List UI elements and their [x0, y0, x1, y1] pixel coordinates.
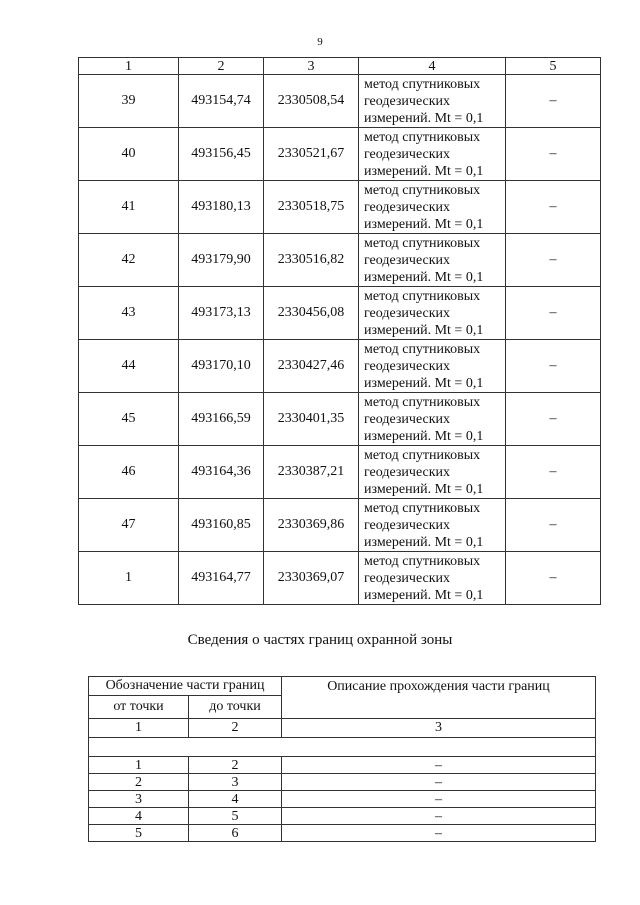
table-row	[89, 757, 596, 774]
from-point-header: от точки	[89, 696, 189, 719]
to-point: 5	[189, 808, 282, 825]
method-description	[359, 234, 506, 287]
point-number: 40	[79, 128, 179, 181]
y-coordinate: 2330516,82	[264, 234, 359, 287]
from-point: 1	[89, 757, 189, 774]
x-coordinate: 493180,13	[179, 181, 264, 234]
boundary-description: –	[282, 774, 596, 791]
column-number: 2	[189, 719, 282, 738]
y-coordinate: 2330518,75	[264, 181, 359, 234]
method-line: измерений. Mt = 0,1	[364, 534, 484, 550]
method-line: геодезических	[364, 146, 451, 162]
y-coordinate: 2330369,86	[264, 499, 359, 552]
method-line: геодезических	[364, 93, 451, 109]
method-line: метод спутниковых	[364, 447, 481, 463]
method-line: измерений. Mt = 0,1	[364, 269, 484, 285]
method-line: метод спутниковых	[364, 341, 481, 357]
method-line: измерений. Mt = 0,1	[364, 428, 484, 444]
note-cell: –	[506, 75, 601, 128]
method-description	[359, 340, 506, 393]
method-line: измерений. Mt = 0,1	[364, 322, 484, 338]
note-cell: –	[506, 287, 601, 340]
note-cell: –	[506, 393, 601, 446]
method-line: геодезических	[364, 464, 451, 480]
point-number: 41	[79, 181, 179, 234]
from-point: 3	[89, 791, 189, 808]
column-number: 2	[179, 58, 264, 75]
note-cell: –	[506, 340, 601, 393]
table-row	[89, 791, 596, 808]
y-coordinate: 2330369,07	[264, 552, 359, 605]
method-line: метод спутниковых	[364, 129, 481, 145]
point-number: 1	[79, 552, 179, 605]
method-line: метод спутниковых	[364, 182, 481, 198]
method-description	[359, 393, 506, 446]
table-row	[79, 499, 601, 552]
method-line: метод спутниковых	[364, 394, 481, 410]
x-coordinate: 493179,90	[179, 234, 264, 287]
section-title: Сведения о частях границ охранной зоны	[187, 632, 453, 648]
method-line: геодезических	[364, 305, 451, 321]
method-line: измерений. Mt = 0,1	[364, 216, 484, 232]
method-description	[359, 552, 506, 605]
method-line: метод спутниковых	[364, 500, 481, 516]
method-line: метод спутниковых	[364, 553, 481, 569]
table-row	[89, 774, 596, 791]
table-row	[89, 825, 596, 842]
to-point: 6	[189, 825, 282, 842]
method-line: геодезических	[364, 358, 451, 374]
boundary-designation-header: Обозначение части границ	[89, 677, 282, 696]
method-line: метод спутниковых	[364, 288, 481, 304]
to-point: 4	[189, 791, 282, 808]
table-row	[79, 75, 601, 128]
column-number: 3	[264, 58, 359, 75]
y-coordinate: 2330387,21	[264, 446, 359, 499]
x-coordinate: 493164,36	[179, 446, 264, 499]
method-line: метод спутниковых	[364, 235, 481, 251]
point-number: 47	[79, 499, 179, 552]
note-cell: –	[506, 446, 601, 499]
method-description	[359, 75, 506, 128]
note-cell: –	[506, 234, 601, 287]
method-description	[359, 287, 506, 340]
method-line: геодезических	[364, 570, 451, 586]
table-row	[79, 128, 601, 181]
x-coordinate: 493170,10	[179, 340, 264, 393]
boundary-description: –	[282, 825, 596, 842]
boundary-description: –	[282, 808, 596, 825]
y-coordinate: 2330456,08	[264, 287, 359, 340]
table-row	[79, 340, 601, 393]
table-row	[79, 446, 601, 499]
table-header-row	[79, 58, 601, 75]
to-point: 2	[189, 757, 282, 774]
method-line: измерений. Mt = 0,1	[364, 375, 484, 391]
x-coordinate: 493156,45	[179, 128, 264, 181]
boundary-description-header: Описание прохождения части границ	[282, 677, 596, 719]
boundary-description: –	[282, 791, 596, 808]
empty-cell	[89, 738, 596, 757]
note-cell: –	[506, 552, 601, 605]
table-row	[89, 808, 596, 825]
note-cell: –	[506, 181, 601, 234]
method-line: геодезических	[364, 252, 451, 268]
table-row	[79, 552, 601, 605]
x-coordinate: 493173,13	[179, 287, 264, 340]
method-description	[359, 181, 506, 234]
page-number: 9	[317, 36, 323, 48]
coordinates-table	[78, 57, 601, 605]
method-description	[359, 128, 506, 181]
method-line: измерений. Mt = 0,1	[364, 163, 484, 179]
method-line: геодезических	[364, 199, 451, 215]
column-number: 1	[79, 58, 179, 75]
method-line: измерений. Mt = 0,1	[364, 587, 484, 603]
x-coordinate: 493166,59	[179, 393, 264, 446]
table-row	[79, 181, 601, 234]
point-number: 46	[79, 446, 179, 499]
y-coordinate: 2330427,46	[264, 340, 359, 393]
from-point: 2	[89, 774, 189, 791]
method-line: измерений. Mt = 0,1	[364, 110, 484, 126]
column-number-row	[89, 719, 596, 738]
method-description	[359, 499, 506, 552]
table-header-row	[89, 677, 596, 696]
column-number: 1	[89, 719, 189, 738]
x-coordinate: 493164,77	[179, 552, 264, 605]
point-number: 44	[79, 340, 179, 393]
from-point: 5	[89, 825, 189, 842]
table-row	[79, 393, 601, 446]
method-description	[359, 446, 506, 499]
from-point: 4	[89, 808, 189, 825]
boundary-description: –	[282, 757, 596, 774]
to-point: 3	[189, 774, 282, 791]
x-coordinate: 493154,74	[179, 75, 264, 128]
method-line: геодезических	[364, 517, 451, 533]
note-cell: –	[506, 499, 601, 552]
table-row	[79, 287, 601, 340]
y-coordinate: 2330508,54	[264, 75, 359, 128]
y-coordinate: 2330401,35	[264, 393, 359, 446]
table-row	[79, 234, 601, 287]
point-number: 42	[79, 234, 179, 287]
method-line: измерений. Mt = 0,1	[364, 481, 484, 497]
y-coordinate: 2330521,67	[264, 128, 359, 181]
note-cell: –	[506, 128, 601, 181]
empty-row	[89, 738, 596, 757]
method-line: метод спутниковых	[364, 76, 481, 92]
point-number: 43	[79, 287, 179, 340]
column-number: 4	[359, 58, 506, 75]
boundary-parts-table	[88, 676, 596, 842]
x-coordinate: 493160,85	[179, 499, 264, 552]
to-point-header: до точки	[189, 696, 282, 719]
method-line: геодезических	[364, 411, 451, 427]
point-number: 45	[79, 393, 179, 446]
column-number: 5	[506, 58, 601, 75]
column-number: 3	[282, 719, 596, 738]
point-number: 39	[79, 75, 179, 128]
